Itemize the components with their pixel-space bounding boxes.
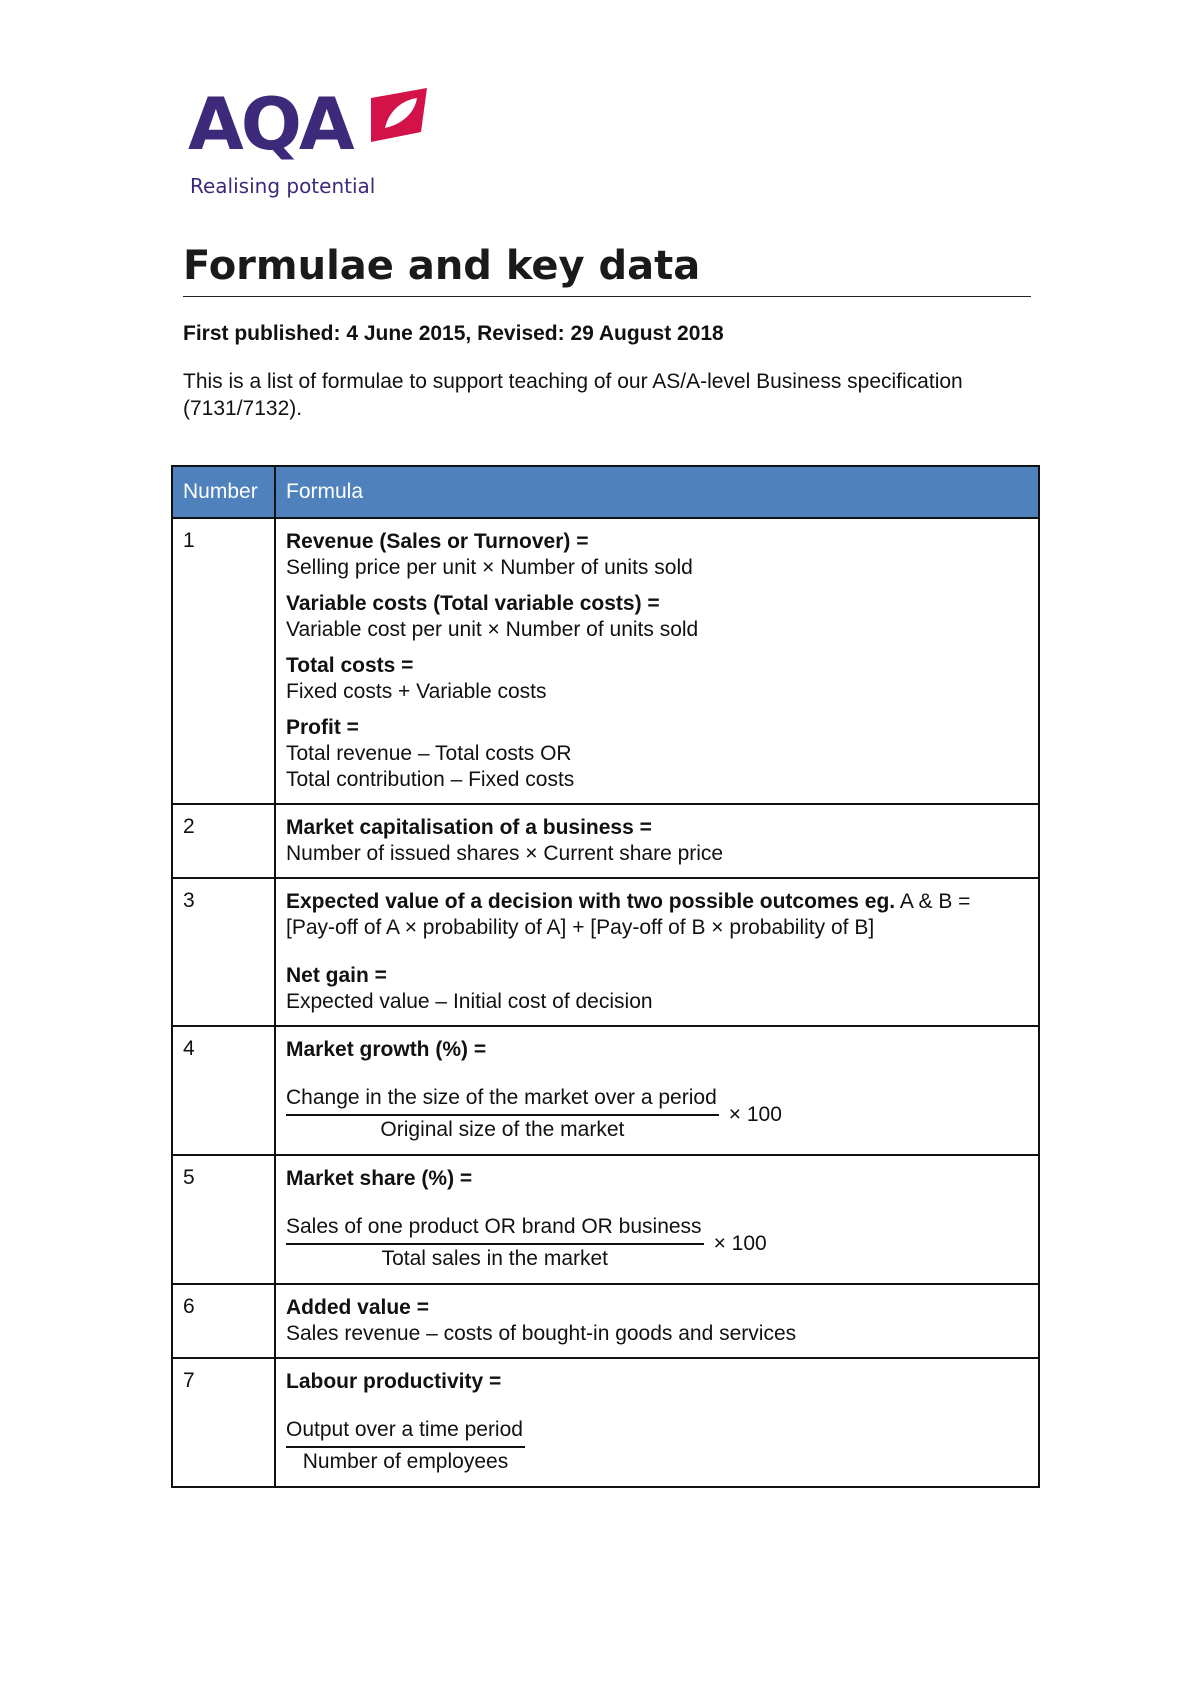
table-header-row [172,466,1039,518]
formula-text: Expected value – Initial cost of decision [286,990,653,1013]
fraction [286,1214,704,1273]
row-number: 6 [172,1284,275,1358]
page-title: Formulae and key data [183,243,701,289]
header-formula: Formula [275,466,1039,518]
fraction-numerator: Change in the size of the market over a period [286,1085,719,1116]
formula-text: Fixed costs + Variable costs [286,680,547,703]
formula-label: Market growth (%) = [286,1038,487,1061]
formula-text: Number of issued shares × Current share price [286,842,724,865]
formula-cell [275,1358,1039,1487]
header-number: Number [172,466,275,518]
formula-label: Total costs = [286,654,414,677]
formula-cell [275,518,1039,804]
fraction-numerator: Output over a time period [286,1417,525,1448]
row-number: 2 [172,804,275,878]
fraction-denominator: Original size of the market [380,1118,625,1141]
formula-label-suffix: A & B = [895,890,971,913]
row-number: 7 [172,1358,275,1487]
row-number: 1 [172,518,275,804]
logo-word: AQA [188,82,352,166]
formula-label: Market capitalisation of a business = [286,816,652,839]
fraction-numerator: Sales of one product OR brand OR business [286,1214,704,1245]
title-divider [183,296,1031,297]
formula-label: Expected value of a decision with two possible outcomes eg. [286,890,896,913]
formula-cell [275,878,1039,1026]
logo-tagline: Realising potential [190,174,376,198]
formula-cell [275,804,1039,878]
publication-dates: First published: 4 June 2015, Revised: 29 August 2018 [183,322,724,345]
fraction [286,1417,525,1476]
fraction-denominator: Number of employees [302,1450,509,1473]
formula-text: Variable cost per unit × Number of units sold [286,618,699,641]
formula-text: Total revenue – Total costs OR [286,742,572,765]
intro-paragraph: This is a list of formulae to support teaching of our AS/A-level Business specification (7131/7132). [183,370,963,420]
formula-cell [275,1155,1039,1284]
formula-label: Variable costs (Total variable costs) = [286,592,660,615]
fraction-multiplier: × 100 [728,1102,782,1126]
formula-label: Net gain = [286,964,387,987]
formula-text: Total contribution – Fixed costs [286,768,575,791]
logo-leaf-icon [371,88,427,142]
table-row [172,1284,1039,1358]
fraction-multiplier: × 100 [713,1231,767,1255]
formula-cell [275,1284,1039,1358]
table-row [172,1155,1039,1284]
fraction [286,1085,719,1144]
formula-label: Revenue (Sales or Turnover) = [286,530,589,553]
formula-cell [275,1026,1039,1155]
table-row [172,1026,1039,1155]
row-number: 4 [172,1026,275,1155]
formula-label: Added value = [286,1296,429,1319]
formula-label: Labour productivity = [286,1370,502,1393]
formula-label: Profit = [286,716,359,739]
table-row [172,1358,1039,1487]
row-number: 5 [172,1155,275,1284]
aqa-logo [188,82,428,203]
formula-text: Selling price per unit × Number of units sold [286,556,693,579]
table-row [172,804,1039,878]
table-row [172,518,1039,804]
fraction-denominator: Total sales in the market [381,1247,608,1270]
formula-text: [Pay-off of A × probability of A] + [Pay-off of B × probability of B] [286,916,875,939]
formulae-table [171,465,1040,1488]
formula-text: Sales revenue – costs of bought-in goods and services [286,1322,797,1345]
row-number: 3 [172,878,275,1026]
formula-label: Market share (%) = [286,1167,473,1190]
table-row [172,878,1039,1026]
